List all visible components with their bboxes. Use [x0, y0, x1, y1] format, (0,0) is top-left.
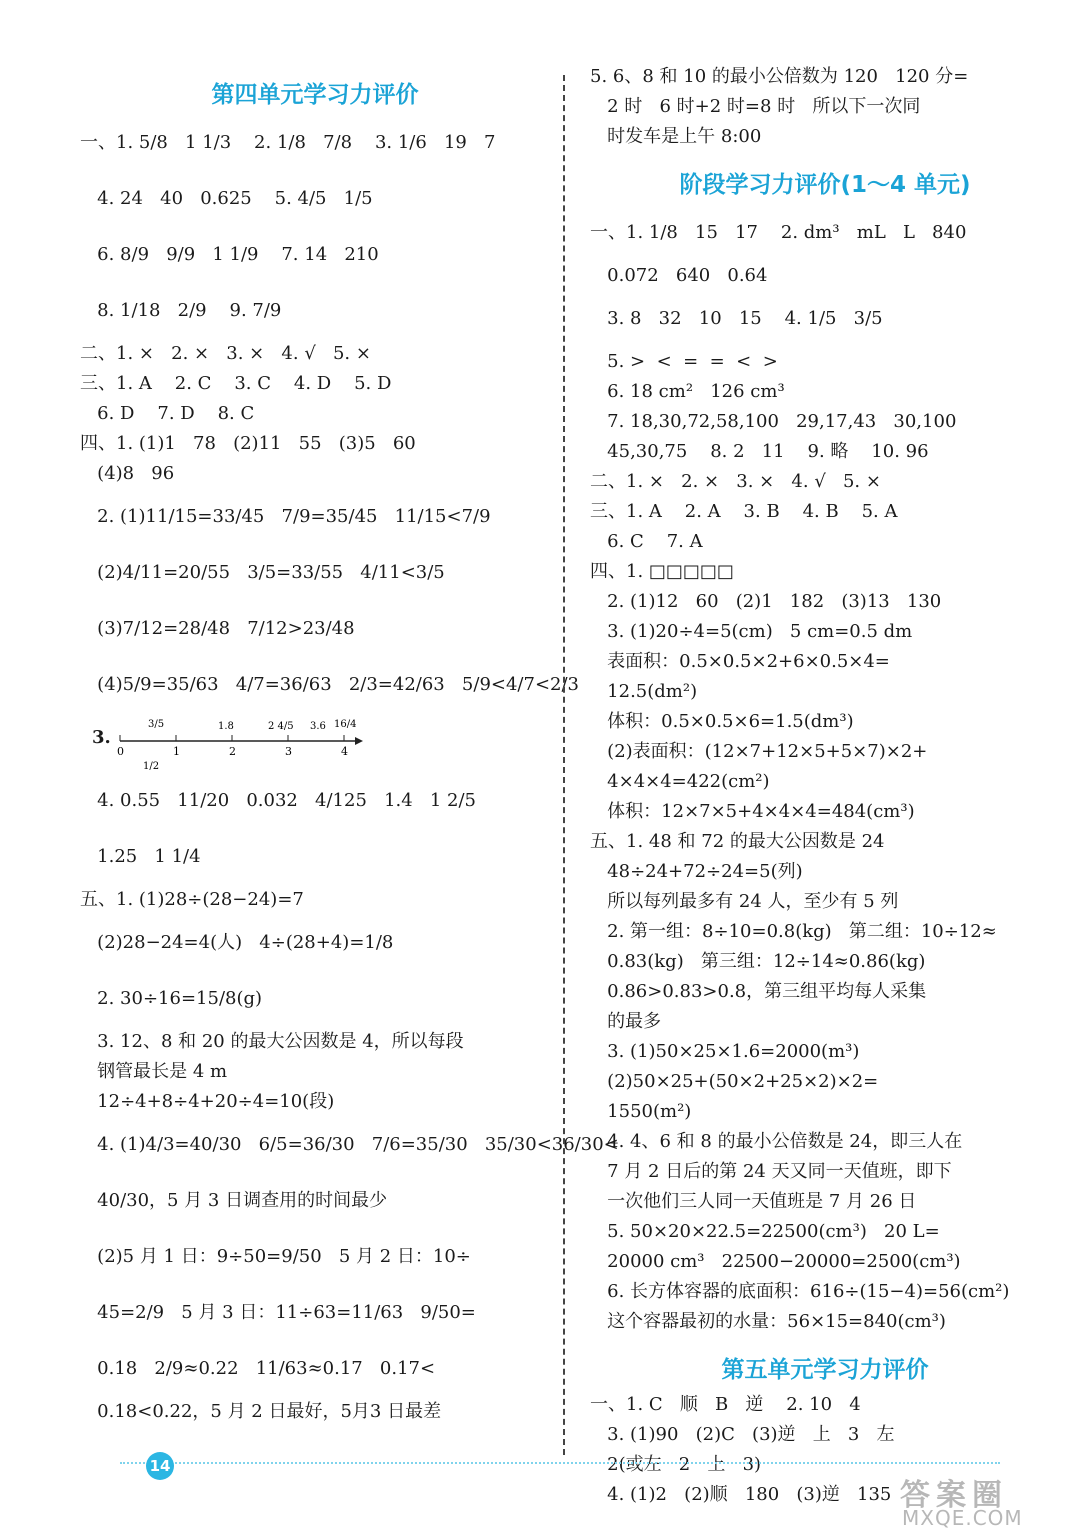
answer-line: 一次他们三人同一天值班是 7 月 26 日 — [590, 1191, 917, 1212]
answer-line: 0.18 2/9≈0.22 11/63≈0.17 0.17< — [80, 1358, 436, 1379]
answer-line: 三、1. A 2. C 3. C 4. D 5. D — [80, 373, 392, 394]
mark-label: 16/4 — [334, 719, 357, 730]
tick-label: 4 — [341, 745, 348, 758]
left-lines-2 — [80, 773, 619, 1427]
left-column — [80, 62, 619, 1427]
answer-line: (2)表面积：(12×7+12×5+5×7)×2+ — [590, 741, 928, 762]
answer-line: 3. (1)20÷4=5(cm) 5 cm=0.5 dm — [590, 621, 913, 642]
answer-line: 1550(m²) — [590, 1101, 692, 1122]
answer-line: 所以每列最多有 24 人，至少有 5 列 — [590, 891, 899, 912]
answer-line: 一、1. 5/8 1 1/3 2. 1/8 7/8 3. 1/6 19 7 — [80, 132, 496, 153]
mark-label: 1/2 — [143, 761, 160, 772]
mark-label: 2 4/5 — [268, 721, 294, 732]
answer-line: 2. 30÷16=15/8(g) — [80, 988, 263, 1009]
answer-line: (2)4/11=20/55 3/5=33/55 4/11<3/5 — [80, 562, 445, 583]
answer-line: 20000 cm³ 22500−20000=2500(cm³) — [590, 1251, 961, 1272]
answer-line: (2)5 月 1 日：9÷50=9/50 5 月 2 日：10÷ — [80, 1246, 471, 1267]
mark-label: 3.6 — [310, 721, 326, 732]
answer-line: (2)50×25+(50×2+25×2)×2= — [590, 1071, 879, 1092]
answer-line: 0.83(kg) 第三组：12÷14≈0.86(kg) — [590, 951, 926, 972]
question-number: 3. — [92, 727, 111, 748]
answer-line: (4)5/9=35/63 4/7=36/63 2/3=42/63 5/9<4/7<2/3 — [80, 674, 579, 695]
section-title-unit4: 第四单元学习力评价 — [211, 82, 419, 108]
answer-line: 45=2/9 5 月 3 日：11÷63=11/63 9/50= — [80, 1302, 476, 1323]
answer-line: 二、1. × 2. × 3. × 4. √ 5. × — [80, 343, 371, 364]
answer-line: 0.072 640 0.64 — [590, 265, 768, 286]
section-title-unit5: 第五单元学习力评价 — [721, 1357, 929, 1383]
answer-line: 6. C 7. A — [590, 531, 703, 552]
left-lines — [80, 115, 579, 713]
answer-line: 钢管最长是 4 m — [80, 1061, 228, 1082]
answer-line: 这个容器最初的水量：56×15=840(cm³) — [590, 1311, 946, 1332]
answer-line: (2)28−24=4(人) 4÷(28+4)=1/8 — [80, 932, 394, 953]
answer-line: 三、1. A 2. A 3. B 4. B 5. A — [590, 501, 898, 522]
answer-line: 4. (1)2 (2)顺 180 (3)逆 135 — [590, 1484, 892, 1505]
answer-line: 7. 18,30,72,58,100 29,17,43 30,100 — [590, 411, 957, 432]
answer-line: 12÷4+8÷4+20÷4=10(段) — [80, 1091, 335, 1112]
right-lines-mid — [590, 205, 1060, 1337]
section-title-stage: 阶段学习力评价(1～4 单元) — [679, 172, 971, 198]
answer-line: 的最多 — [590, 1011, 662, 1032]
watermark-url: MXQE.COM — [902, 1506, 1023, 1530]
answer-line: 2. (1)11/15=33/45 7/9=35/45 11/15<7/9 — [80, 506, 491, 527]
tick-label: 2 — [229, 745, 236, 758]
tick-label: 3 — [285, 745, 292, 758]
answer-line: 5. 50×20×22.5=22500(cm³) 20 L= — [590, 1221, 940, 1242]
tick-label: 1 — [173, 745, 180, 758]
answer-line: 5. > < = = < > — [590, 351, 778, 372]
answer-line: 五、1. 48 和 72 的最大公因数是 24 — [590, 831, 885, 852]
answer-line: 8. 1/18 2/9 9. 7/9 — [80, 300, 282, 321]
answer-line: 6. 8/9 9/9 1 1/9 7. 14 210 — [80, 244, 379, 265]
answer-line: 48÷24+72÷24=5(列) — [590, 861, 803, 882]
answer-line: 0.18<0.22，5 月 2 日最好，5月3 日最差 — [80, 1401, 442, 1422]
answer-line: (3)7/12=28/48 7/12>23/48 — [80, 618, 355, 639]
answer-line: 一、1. 1/8 15 17 2. dm³ mL L 840 — [590, 222, 967, 243]
answer-line: 5. 6、8 和 10 的最小公倍数为 120 120 分= — [590, 66, 969, 87]
answer-line: 2 时 6 时+2 时=8 时 所以下一次同 — [590, 96, 921, 117]
answer-line: 体积：0.5×0.5×6=1.5(dm³) — [590, 711, 854, 732]
answer-line: 2. (1)12 60 (2)1 182 (3)13 130 — [590, 591, 942, 612]
answer-line: 4. 24 40 0.625 5. 4/5 1/5 — [80, 188, 373, 209]
answer-line: 3. 8 32 10 15 4. 1/5 3/5 — [590, 308, 883, 329]
answer-line: 4. 4、6 和 8 的最小公倍数是 24，即三人在 — [590, 1131, 963, 1152]
answer-line: 4. (1)4/3=40/30 6/5=36/30 7/6=35/30 35/30<36/30< — [80, 1134, 619, 1155]
right-lines-top — [590, 62, 1060, 152]
tick-label: 0 — [117, 745, 124, 758]
watermark-logo — [892, 1470, 1068, 1532]
number-line-figure — [92, 713, 550, 773]
answer-line: 40/30，5 月 3 日调查用的时间最少 — [80, 1190, 388, 1211]
number-line-svg — [110, 713, 370, 773]
answer-line: 3. (1)90 (2)C (3)逆 上 3 左 — [590, 1424, 895, 1445]
answer-line: 3. (1)50×25×1.6=2000(m³) — [590, 1041, 860, 1062]
answer-line: 2. 第一组：8÷10=0.8(kg) 第二组：10÷12≈ — [590, 921, 997, 942]
footer-rule — [120, 1462, 1000, 1464]
column-divider — [563, 75, 565, 1455]
answer-line: 6. 18 cm² 126 cm³ — [590, 381, 785, 402]
answer-line: 一、1. C 顺 B 逆 2. 10 4 — [590, 1394, 861, 1415]
mark-label: 1.8 — [218, 721, 234, 732]
answer-line: 7 月 2 日后的第 24 天又同一天值班，即下 — [590, 1161, 952, 1182]
answer-line: 四、1. □□□□□ — [590, 561, 734, 582]
page-number: 14 — [146, 1452, 174, 1480]
watermark-logo-text: 答案圈 — [900, 1478, 1008, 1513]
answer-line: 二、1. × 2. × 3. × 4. √ 5. × — [590, 471, 881, 492]
answer-line: 3. 12、8 和 20 的最大公因数是 4，所以每段 — [80, 1031, 464, 1052]
answer-line: 2(或左 2 上 3) — [590, 1454, 762, 1475]
answer-line: 6. D 7. D 8. C — [80, 403, 255, 424]
answer-line: 表面积：0.5×0.5×2+6×0.5×4= — [590, 651, 890, 672]
answer-line: 四、1. (1)1 78 (2)11 55 (3)5 60 — [80, 433, 416, 454]
answer-line: 4. 0.55 11/20 0.032 4/125 1.4 1 2/5 — [80, 790, 477, 811]
answer-line: 45,30,75 8. 2 11 9. 略 10. 96 — [590, 441, 929, 462]
answer-line: 时发车是上午 8:00 — [590, 126, 762, 147]
answer-line: 0.86>0.83>0.8，第三组平均每人采集 — [590, 981, 927, 1002]
answer-line: (4)8 96 — [80, 463, 175, 484]
answer-line: 五、1. (1)28÷(28−24)=7 — [80, 889, 304, 910]
answer-line: 1.25 1 1/4 — [80, 846, 201, 867]
answer-line: 12.5(dm²) — [590, 681, 698, 702]
mark-label: 3/5 — [148, 719, 165, 730]
answer-line: 体积：12×7×5+4×4×4=484(cm³) — [590, 801, 915, 822]
answer-line: 6. 长方体容器的底面积：616÷(15−4)=56(cm²) — [590, 1281, 1010, 1302]
right-column — [590, 62, 1060, 1510]
answer-line: 4×4×4=422(cm²) — [590, 771, 770, 792]
